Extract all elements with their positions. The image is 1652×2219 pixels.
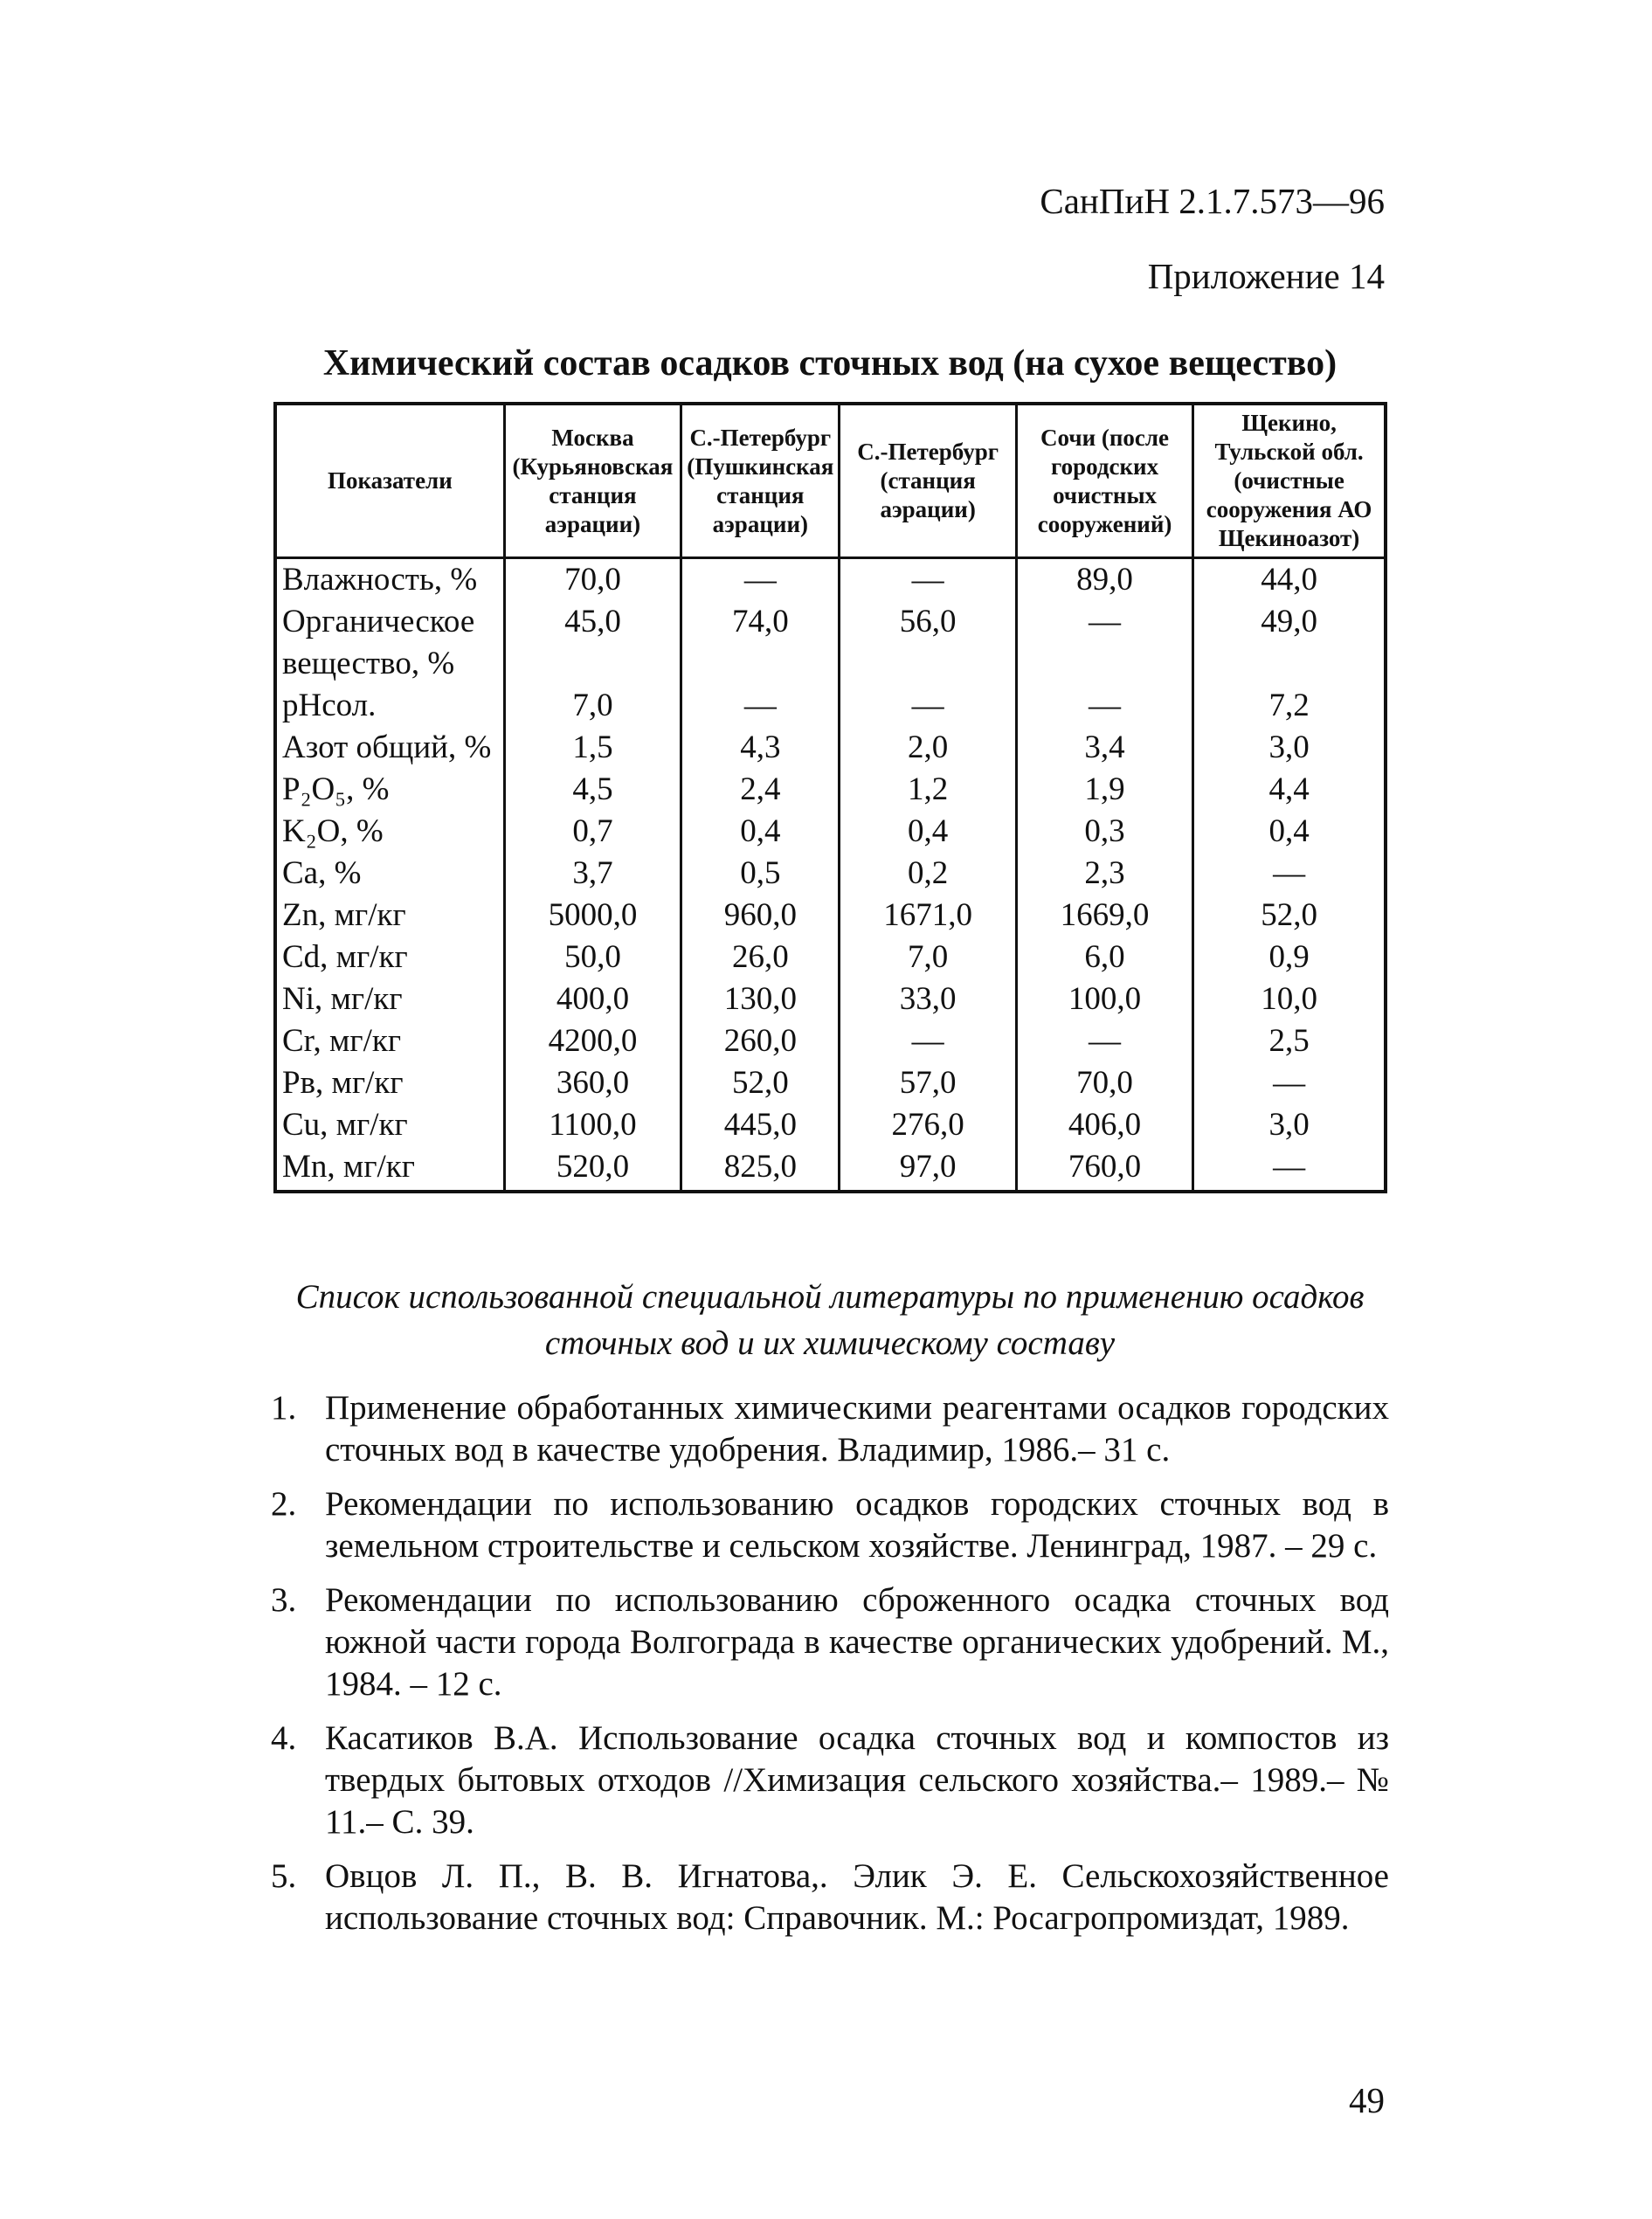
table-row [275, 558, 1386, 602]
table-cell: 960,0 [681, 895, 840, 937]
table-row [275, 1062, 1386, 1104]
table-row [275, 895, 1386, 937]
table-cell: — [1193, 1146, 1386, 1192]
table-row [275, 1146, 1386, 1192]
table-cell: — [1016, 601, 1192, 685]
row-label: Ni, мг/кг [275, 978, 504, 1020]
table-cell: 0,7 [504, 811, 681, 853]
row-label: Zn, мг/кг [275, 895, 504, 937]
table-row [275, 1104, 1386, 1146]
literature-item [271, 1387, 1389, 1471]
table-cell: 0,4 [1193, 811, 1386, 853]
table-cell: 760,0 [1016, 1146, 1192, 1192]
table-cell: 2,0 [840, 727, 1016, 769]
table-cell: 89,0 [1016, 558, 1192, 602]
row-label: Органическое вещество, % [275, 601, 504, 685]
table-cell: 33,0 [840, 978, 1016, 1020]
row-label: Азот общий, % [275, 727, 504, 769]
header-spb-pushkin: С.-Петербург (Пушкинская станция аэрации) [681, 404, 840, 558]
table-cell: 50,0 [504, 937, 681, 978]
table-row [275, 601, 1386, 685]
table-cell: 1671,0 [840, 895, 1016, 937]
literature-item-number: 3. [271, 1581, 297, 1619]
table-cell: 406,0 [1016, 1104, 1192, 1146]
header-spb-station: С.-Петербург (станция аэрации) [840, 404, 1016, 558]
table-cell: 3,0 [1193, 1104, 1386, 1146]
row-label: Cr, мг/кг [275, 1020, 504, 1062]
row-label: Mn, мг/кг [275, 1146, 504, 1192]
table-row [275, 811, 1386, 853]
row-label: Cu, мг/кг [275, 1104, 504, 1146]
table-cell: 6,0 [1016, 937, 1192, 978]
row-label: Рв, мг/кг [275, 1062, 504, 1104]
table-cell: 1,9 [1016, 769, 1192, 811]
table-cell: — [840, 558, 1016, 602]
table-cell: 70,0 [504, 558, 681, 602]
row-label: K₂O, % [275, 811, 504, 853]
table-cell: 0,5 [681, 853, 840, 895]
table-cell: 2,4 [681, 769, 840, 811]
table-cell: — [681, 558, 840, 602]
table-cell: 3,7 [504, 853, 681, 895]
table-cell: — [840, 685, 1016, 727]
header-indicators: Показатели [275, 404, 504, 558]
table-body [275, 558, 1386, 1192]
table-cell: 3,4 [1016, 727, 1192, 769]
literature-item [271, 1580, 1389, 1705]
table-cell: 52,0 [1193, 895, 1386, 937]
table-cell: — [1193, 853, 1386, 895]
table-cell: 26,0 [681, 937, 840, 978]
appendix-label: Приложение 14 [1147, 256, 1385, 296]
table-cell: 49,0 [1193, 601, 1386, 685]
table-cell: 825,0 [681, 1146, 840, 1192]
header-moscow: Москва (Курьяновская станция аэрации) [504, 404, 681, 558]
table-row [275, 1020, 1386, 1062]
table-row [275, 937, 1386, 978]
table-row [275, 978, 1386, 1020]
table-cell: 0,2 [840, 853, 1016, 895]
table-cell: — [840, 1020, 1016, 1062]
table-cell: 4,4 [1193, 769, 1386, 811]
table-cell: 400,0 [504, 978, 681, 1020]
table-cell: 56,0 [840, 601, 1016, 685]
literature-item-text: Касатиков В.А. Использование осадка сточных вод и компостов из твердых бытовых отходов //Химизация сельского хозяйства.– 1989.– № 11.– С. 39. [325, 1719, 1389, 1841]
table-cell: 7,0 [840, 937, 1016, 978]
table-row [275, 769, 1386, 811]
table-cell: 70,0 [1016, 1062, 1192, 1104]
literature-item-number: 4. [271, 1719, 297, 1757]
row-label: Cd, мг/кг [275, 937, 504, 978]
literature-list [271, 1387, 1389, 1952]
literature-item [271, 1718, 1389, 1843]
chemical-composition-table [273, 402, 1387, 1193]
table-cell: 260,0 [681, 1020, 840, 1062]
table-cell: 360,0 [504, 1062, 681, 1104]
table-cell: 97,0 [840, 1146, 1016, 1192]
doc-code: СанПиН 2.1.7.573—96 [1040, 181, 1385, 221]
table-cell: 0,4 [840, 811, 1016, 853]
table-cell: 1,2 [840, 769, 1016, 811]
table-cell: 130,0 [681, 978, 840, 1020]
header-sochi: Сочи (после городских очистных сооружений) [1016, 404, 1192, 558]
table-row [275, 685, 1386, 727]
row-label: Са, % [275, 853, 504, 895]
table-cell: 1,5 [504, 727, 681, 769]
table-cell: 44,0 [1193, 558, 1386, 602]
table-cell: 45,0 [504, 601, 681, 685]
table-cell: 520,0 [504, 1146, 681, 1192]
literature-item-text: Овцов Л. П., В. В. Игнатова,. Элик Э. Е. Сельскохозяйственное использование сточных вод: Справочник. М.: Росагропромиздат, 1989. [325, 1857, 1389, 1937]
table-cell: 0,3 [1016, 811, 1192, 853]
table-title: Химический состав осадков сточных вод (на сухое вещество) [322, 343, 1337, 384]
literature-item [271, 1856, 1389, 1939]
table-cell: — [681, 685, 840, 727]
literature-item-text: Применение обработанных химическими реагентами осадков городских сточных вод в качестве удобрения. Владимир, 1986.– 31 с. [325, 1389, 1389, 1469]
literature-item-number: 2. [271, 1485, 297, 1523]
table-cell: 0,9 [1193, 937, 1386, 978]
table-cell: 2,3 [1016, 853, 1192, 895]
literature-title: Список использованной специальной литературы по применению осадков сточных вод и их химическому составу [295, 1278, 1365, 1362]
table-cell: 2,5 [1193, 1020, 1386, 1062]
page-number: 49 [1349, 2080, 1385, 2120]
table-row [275, 727, 1386, 769]
table-cell: 3,0 [1193, 727, 1386, 769]
table-cell: 4,3 [681, 727, 840, 769]
table-cell: 276,0 [840, 1104, 1016, 1146]
row-label: рНсол. [275, 685, 504, 727]
table-cell: 5000,0 [504, 895, 681, 937]
table-cell: 10,0 [1193, 978, 1386, 1020]
table-cell: 4200,0 [504, 1020, 681, 1062]
literature-item-number: 1. [271, 1389, 297, 1427]
row-label: P₂O₅, % [275, 769, 504, 811]
table-cell: — [1016, 1020, 1192, 1062]
table-cell: 1100,0 [504, 1104, 681, 1146]
literature-item-text: Рекомендации по использованию сброженного осадка сточных вод южной части города Волгограда в качестве органических удобрений. М., 1984. – 12 с. [325, 1581, 1389, 1703]
table-cell: 445,0 [681, 1104, 840, 1146]
table-header-row [275, 404, 1386, 558]
table-cell: 57,0 [840, 1062, 1016, 1104]
literature-item [271, 1483, 1389, 1567]
table-cell: 74,0 [681, 601, 840, 685]
table-cell: 7,2 [1193, 685, 1386, 727]
literature-item-text: Рекомендации по использованию осадков городских сточных вод в земельном строительстве и сельском хозяйстве. Ленинград, 1987. – 29 с. [325, 1485, 1389, 1565]
table-cell: 0,4 [681, 811, 840, 853]
table-cell: 100,0 [1016, 978, 1192, 1020]
literature-item-number: 5. [271, 1857, 297, 1895]
table-cell: — [1193, 1062, 1386, 1104]
header-shchekino: Щекино, Тульской обл. (очистные сооружения АО Щекиноазот) [1193, 404, 1386, 558]
table-cell: 7,0 [504, 685, 681, 727]
table-cell: 52,0 [681, 1062, 840, 1104]
table-cell: 4,5 [504, 769, 681, 811]
table-row [275, 853, 1386, 895]
table-cell: 1669,0 [1016, 895, 1192, 937]
table-cell: — [1016, 685, 1192, 727]
row-label: Влажность, % [275, 558, 504, 602]
